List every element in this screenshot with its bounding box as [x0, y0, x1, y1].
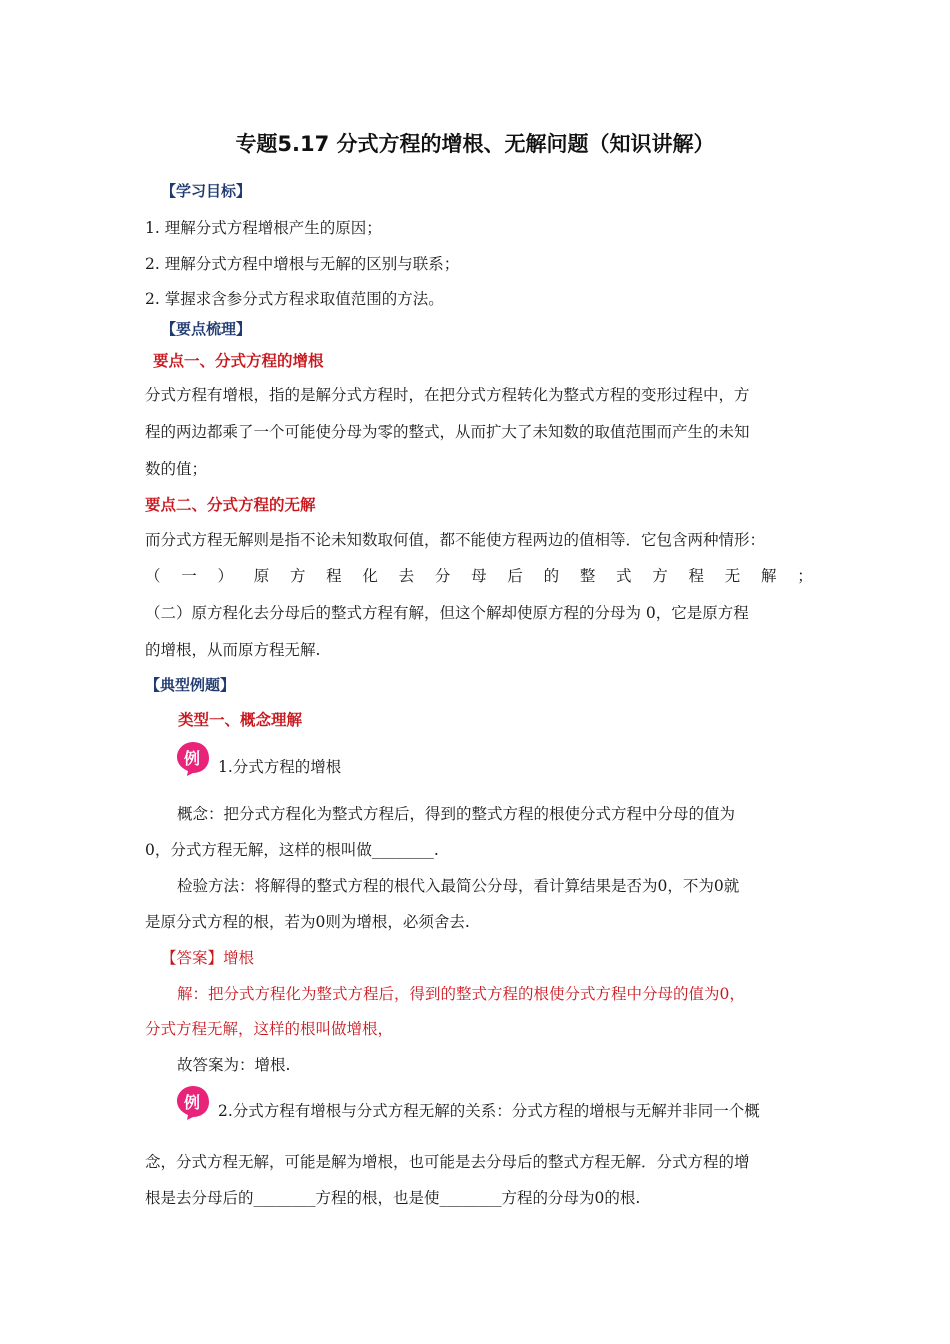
example-badge-icon: [175, 740, 211, 776]
goal-item: 2. 掌握求含参分式方程求取值范围的方法。: [145, 290, 444, 308]
case-one-line: （ 一 ） 原 方 程 化 去 分 母 后 的 整 式 方 程 无 解 ；: [145, 567, 813, 585]
paragraph-line: 0，分式方程无解，这样的根叫做________.: [145, 841, 439, 859]
goal-item: 1. 理解分式方程增根产生的原因；: [145, 219, 382, 237]
paragraph-line: 根是去分母后的________方程的根，也是使________方程的分母为0的根.: [145, 1189, 641, 1207]
example-two-title: 2.分式方程有增根与分式方程无解的关系：分式方程的增根与无解并非同一个概: [218, 1102, 760, 1120]
paragraph-line: （二）原方程化去分母后的整式方程有解，但这个解却使原方程的分母为 0，它是原方程: [145, 604, 749, 622]
solution-line: 分式方程无解，这样的根叫做增根，: [145, 1020, 394, 1038]
paragraph-line: 的增根，从而原方程无解.: [145, 641, 321, 659]
paragraph-line: 程的两边都乘了一个可能使分母为零的整式，从而扩大了未知数的取值范围而产生的未知: [145, 423, 750, 441]
paragraph-line: 数的值；: [145, 460, 208, 478]
solution-line: 解：把分式方程化为整式方程后，得到的整式方程的根使分式方程中分母的值为0，: [177, 985, 745, 1003]
goal-item: 2. 理解分式方程中增根与无解的区别与联系；: [145, 255, 460, 273]
paragraph-line: 检验方法：将解得的整式方程的根代入最简公分母，看计算结果是否为0，不为0就: [177, 877, 740, 895]
learning-goals-heading: 【学习目标】: [161, 182, 252, 200]
example-badge-icon: [175, 1084, 211, 1120]
key-points-heading: 【要点梳理】: [161, 320, 252, 338]
point-one-title: 要点一、分式方程的增根: [153, 352, 324, 370]
paragraph-line: 而分式方程无解则是指不论未知数取何值，都不能使方程两边的值相等．它包含两种情形：: [145, 531, 766, 549]
type-one-title: 类型一、概念理解: [178, 711, 303, 729]
svg-text:例: 例: [183, 1093, 201, 1112]
point-two-title: 要点二、分式方程的无解: [145, 496, 316, 514]
paragraph-line: 是原分式方程的根，若为0则为增根，必须舍去.: [145, 913, 470, 931]
paragraph-line: 分式方程有增根，指的是解分式方程时，在把分式方程转化为整式方程的变形过程中，方: [145, 386, 750, 404]
svg-text:例: 例: [183, 749, 201, 768]
example-one-title: 1.分式方程的增根: [218, 758, 342, 776]
solution-line: 故答案为：增根.: [177, 1056, 291, 1074]
answer-line: 【答案】增根: [161, 949, 255, 967]
paragraph-line: 念，分式方程无解，可能是解为增根，也可能是去分母后的整式方程无解．分式方程的增: [145, 1153, 750, 1171]
page-title: 专题5.17 分式方程的增根、无解问题（知识讲解）: [235, 132, 715, 156]
typical-examples-heading: 【典型例题】: [145, 676, 236, 694]
paragraph-line: 概念：把分式方程化为整式方程后，得到的整式方程的根使分式方程中分母的值为: [177, 805, 736, 823]
